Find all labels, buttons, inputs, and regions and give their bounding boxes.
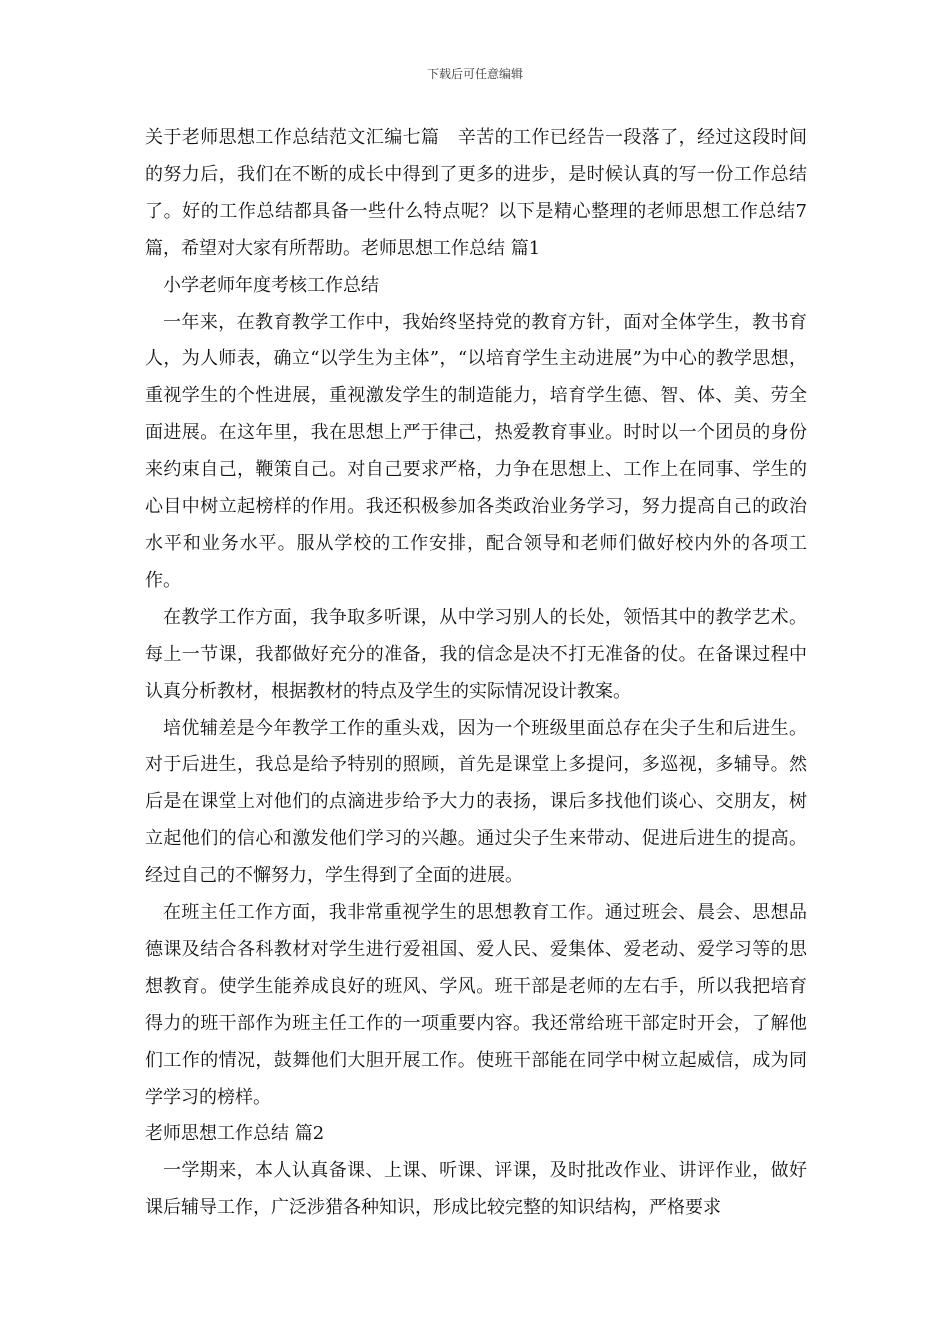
section-2-heading: 老师思想工作总结 篇2 (145, 1123, 325, 1145)
section-2-paragraph: 一学期来，本人认真备课、上课、听课、评课，及时批改作业、讲评作业，做好课后辅导工作，广泛涉猎各种知识，形成比较完整的知识结构，严格要求 (145, 1160, 807, 1219)
intro-paragraph: 关于老师思想工作总结范文汇编七篇 辛苦的工作已经告一段落了，经过这段时间的努力后，我们在不断的成长中得到了更多的进步，是时候认真的写一份工作总结了。好的工作总结都具备一些什么特点呢？以下是精心整理的老师思想工作总结7篇，希望对大家有所帮助。老师思想工作总结 篇1 (145, 127, 807, 259)
body-paragraph-2: 在教学工作方面，我争取多听课，从中学习别人的长处，领悟其中的教学艺术。每上一节课，我都做好充分的准备，我的信念是决不打无准备的仗。在备课过程中认真分析教材，根据教材的特点及学生的实际情况设计教案。 (145, 606, 807, 702)
document-body (145, 120, 807, 1227)
page-header-note: 下载后可任意编辑 (426, 67, 523, 81)
subtitle: 小学老师年度考核工作总结 (163, 274, 379, 296)
body-paragraph-4: 在班主任工作方面，我非常重视学生的思想教育工作。通过班会、晨会、思想品德课及结合各科教材对学生进行爱祖国、爱人民、爱集体、爱老动、爱学习等的思想教育。使学生能养成良好的班风、学风。班干部是老师的左右手，所以我把培育得力的班干部作为班主任工作的一项重要内容。我还常给班干部定时开会，了解他们工作的情况，鼓舞他们大胆开展工作。使班干部能在同学中树立起威信，成为同学学习的榜样。 (145, 902, 807, 1108)
body-paragraph-1: 一年来，在教育教学工作中，我始终坚持党的教育方针，面对全体学生，教书育人，为人师表，确立“以学生为主体”，“以培育学生主动进展”为中心的教学思想，重视学生的个性进展，重视激发学生的制造能力，培育学生德、智、体、美、劳全面进展。在这年里，我在思想上严于律己，热爱教育事业。时时以一个团员的身份来约束自己，鞭策自己。对自己要求严格，力争在思想上、工作上在同事、学生的心目中树立起榜样的作用。我还积极参加各类政治业务学习，努力提高自己的政治水平和业务水平。服从学校的工作安排，配合领导和老师们做好校内外的各项工作。 (145, 311, 807, 591)
body-paragraph-3: 培优辅差是今年教学工作的重头戏，因为一个班级里面总存在尖子生和后进生。对于后进生，我总是给予特别的照顾，首先是课堂上多提问，多巡视，多辅导。然后是在课堂上对他们的点滴进步给予大力的表扬，课后多找他们谈心、交朋友，树立起他们的信心和激发他们学习的兴趣。通过尖子生来带动、促进后进生的提高。经过自己的不懈努力，学生得到了全面的进展。 (145, 717, 807, 887)
